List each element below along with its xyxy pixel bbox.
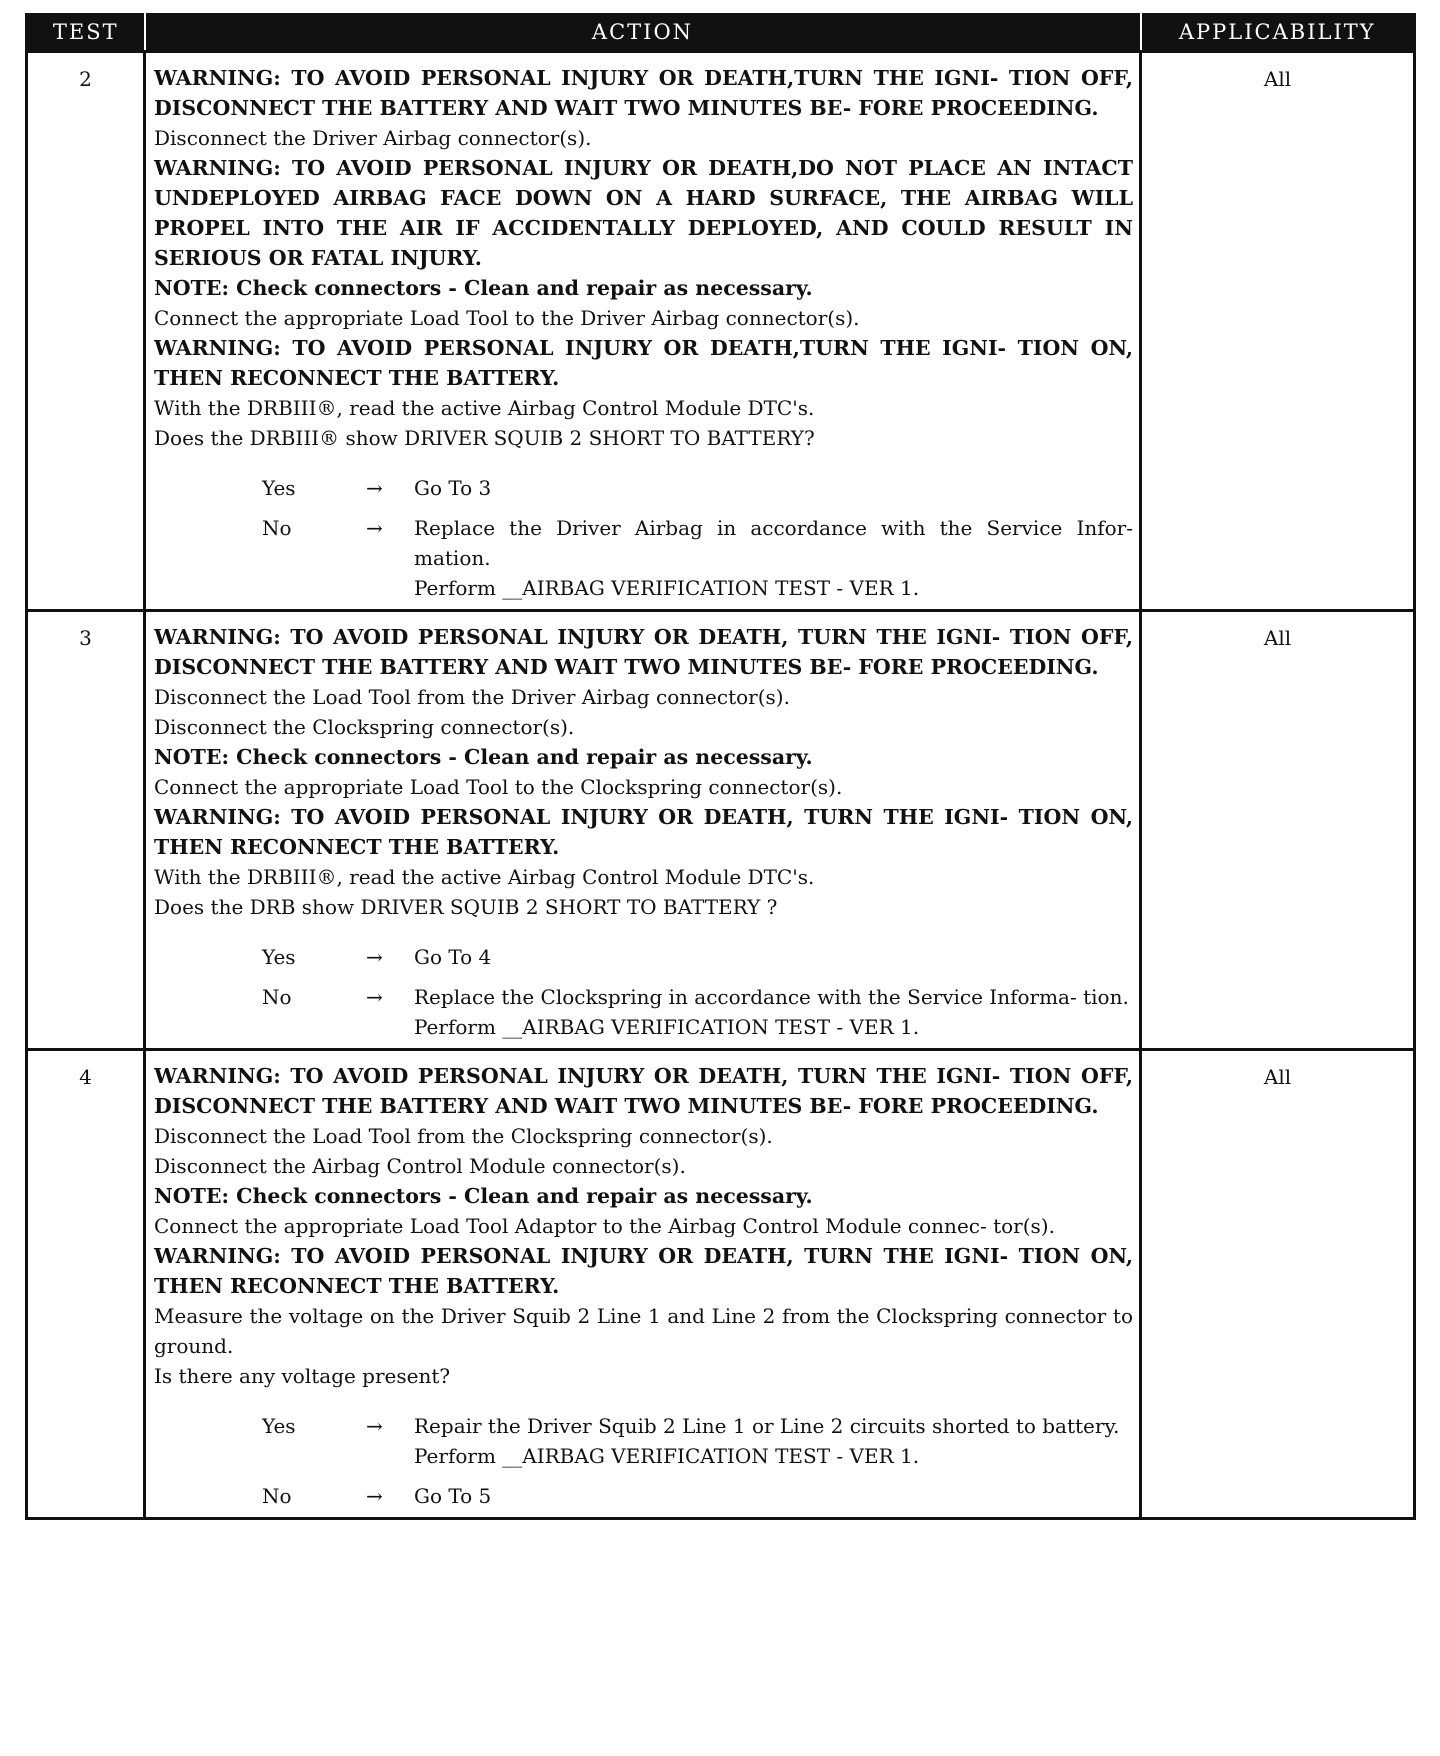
branch-body — [414, 473, 1133, 503]
branch-body — [414, 1481, 1133, 1511]
instruction-text: Disconnect the Load Tool from the Driver Airbag connector(s). — [154, 685, 790, 709]
header-action: ACTION — [145, 13, 1141, 52]
instruction-text: Disconnect the Driver Airbag connector(s). — [154, 126, 592, 150]
branch-action-text: Go To 4 — [414, 945, 492, 969]
branch-body — [414, 942, 1133, 972]
branch-body — [414, 1411, 1133, 1471]
warning-note-text: WARNING: TO AVOID PERSONAL INJURY OR DEATH,DO NOT PLACE AN INTACT UNDEPLOYED AIRBAG FACE DOWN ON A HARD SURFACE, THE AIRBAG WILL PROPEL INTO THE AIR IF ACCIDENTALLY DEPLOYED, AND COULD RESULT IN SERIOUS OR FATAL INJURY. — [154, 156, 1133, 270]
branch-action-text: Perform __AIRBAG VERIFICATION TEST - VER 1. — [414, 1015, 920, 1039]
branch-action-text: Perform __AIRBAG VERIFICATION TEST - VER 1. — [414, 1444, 920, 1468]
branch-action-text: Go To 3 — [414, 476, 492, 500]
action-cell — [145, 52, 1141, 611]
instruction-text: With the DRBIII®, read the active Airbag Control Module DTC's. — [154, 396, 815, 420]
instruction-text: Disconnect the Clockspring connector(s). — [154, 715, 575, 739]
arrow-right-icon: → — [366, 476, 383, 500]
test-number: 4 — [27, 1050, 145, 1519]
action-cell — [145, 611, 1141, 1050]
warning-note-text: WARNING: TO AVOID PERSONAL INJURY OR DEATH, TURN THE IGNI- TION OFF, DISCONNECT THE BATTERY AND WAIT TWO MINUTES BE- FORE PROCEEDING. — [154, 1064, 1133, 1118]
instruction-text: Is there any voltage present? — [154, 1364, 451, 1388]
branch-label: No — [262, 1484, 292, 1508]
branch-yes — [154, 942, 1133, 972]
test-number: 3 — [27, 611, 145, 1050]
warning-note-text: NOTE: Check connectors - Clean and repair as necessary. — [154, 745, 813, 769]
branch-action-text: Replace the Driver Airbag in accordance with the Service Infor- mation. — [414, 516, 1133, 570]
applicability-value: All — [1141, 1050, 1415, 1519]
header-applicability: APPLICABILITY — [1141, 13, 1415, 52]
branch-label: No — [262, 985, 292, 1009]
branch-no — [154, 1481, 1133, 1511]
branch-no — [154, 982, 1133, 1042]
header-test: TEST — [27, 13, 145, 52]
branch-body — [414, 513, 1133, 603]
branch-label: Yes — [262, 476, 296, 500]
instruction-text: Does the DRBIII® show DRIVER SQUIB 2 SHORT TO BATTERY? — [154, 426, 815, 450]
table-body — [27, 52, 1415, 1519]
arrow-right-icon: → — [366, 1484, 383, 1508]
table-header-row — [27, 13, 1415, 52]
branch-action-text: Go To 5 — [414, 1484, 492, 1508]
branch-label: Yes — [262, 945, 296, 969]
warning-note-text: NOTE: Check connectors - Clean and repair as necessary. — [154, 276, 813, 300]
warning-note-text: WARNING: TO AVOID PERSONAL INJURY OR DEATH,TURN THE IGNI- TION OFF, DISCONNECT THE BATTERY AND WAIT TWO MINUTES BE- FORE PROCEEDING. — [154, 66, 1133, 120]
branch-label: No — [262, 516, 292, 540]
instruction-text: With the DRBIII®, read the active Airbag Control Module DTC's. — [154, 865, 815, 889]
branch-yes — [154, 473, 1133, 503]
instruction-text: Does the DRB show DRIVER SQUIB 2 SHORT TO BATTERY ? — [154, 895, 778, 919]
branch-no — [154, 513, 1133, 603]
warning-note-text: WARNING: TO AVOID PERSONAL INJURY OR DEATH,TURN THE IGNI- TION ON, THEN RECONNECT THE BATTERY. — [154, 336, 1133, 390]
branch-action-text: Perform __AIRBAG VERIFICATION TEST - VER 1. — [414, 576, 920, 600]
arrow-right-icon: → — [366, 985, 383, 1009]
action-cell — [145, 1050, 1141, 1519]
instruction-text: Connect the appropriate Load Tool Adaptor to the Airbag Control Module connec- tor(s). — [154, 1214, 1055, 1238]
table-row — [27, 52, 1415, 611]
applicability-value: All — [1141, 52, 1415, 611]
arrow-right-icon: → — [366, 516, 383, 540]
applicability-value: All — [1141, 611, 1415, 1050]
arrow-right-icon: → — [366, 945, 383, 969]
instruction-text: Disconnect the Load Tool from the Clockspring connector(s). — [154, 1124, 773, 1148]
branch-action-text: Replace the Clockspring in accordance with the Service Informa- tion. — [414, 985, 1129, 1009]
branch-body — [414, 982, 1133, 1042]
branch-label: Yes — [262, 1414, 296, 1438]
spacer — [154, 1391, 1133, 1401]
table-row — [27, 611, 1415, 1050]
warning-note-text: WARNING: TO AVOID PERSONAL INJURY OR DEATH, TURN THE IGNI- TION ON, THEN RECONNECT THE BATTERY. — [154, 1244, 1133, 1298]
branch-action-text: Repair the Driver Squib 2 Line 1 or Line 2 circuits shorted to battery. — [414, 1414, 1120, 1438]
instruction-text: Disconnect the Airbag Control Module connector(s). — [154, 1154, 686, 1178]
branch-yes — [154, 1411, 1133, 1471]
warning-note-text: WARNING: TO AVOID PERSONAL INJURY OR DEATH, TURN THE IGNI- TION ON, THEN RECONNECT THE BATTERY. — [154, 805, 1133, 859]
spacer — [154, 453, 1133, 463]
warning-note-text: NOTE: Check connectors - Clean and repair as necessary. — [154, 1184, 813, 1208]
spacer — [154, 922, 1133, 932]
arrow-right-icon: → — [366, 1414, 383, 1438]
table-row — [27, 1050, 1415, 1519]
instruction-text: Measure the voltage on the Driver Squib 2 Line 1 and Line 2 from the Clockspring connector to ground. — [154, 1304, 1133, 1358]
test-number: 2 — [27, 52, 145, 611]
diagnostic-test-table — [25, 13, 1416, 1520]
instruction-text: Connect the appropriate Load Tool to the Clockspring connector(s). — [154, 775, 843, 799]
warning-note-text: WARNING: TO AVOID PERSONAL INJURY OR DEATH, TURN THE IGNI- TION OFF, DISCONNECT THE BATTERY AND WAIT TWO MINUTES BE- FORE PROCEEDING. — [154, 625, 1133, 679]
instruction-text: Connect the appropriate Load Tool to the Driver Airbag connector(s). — [154, 306, 860, 330]
